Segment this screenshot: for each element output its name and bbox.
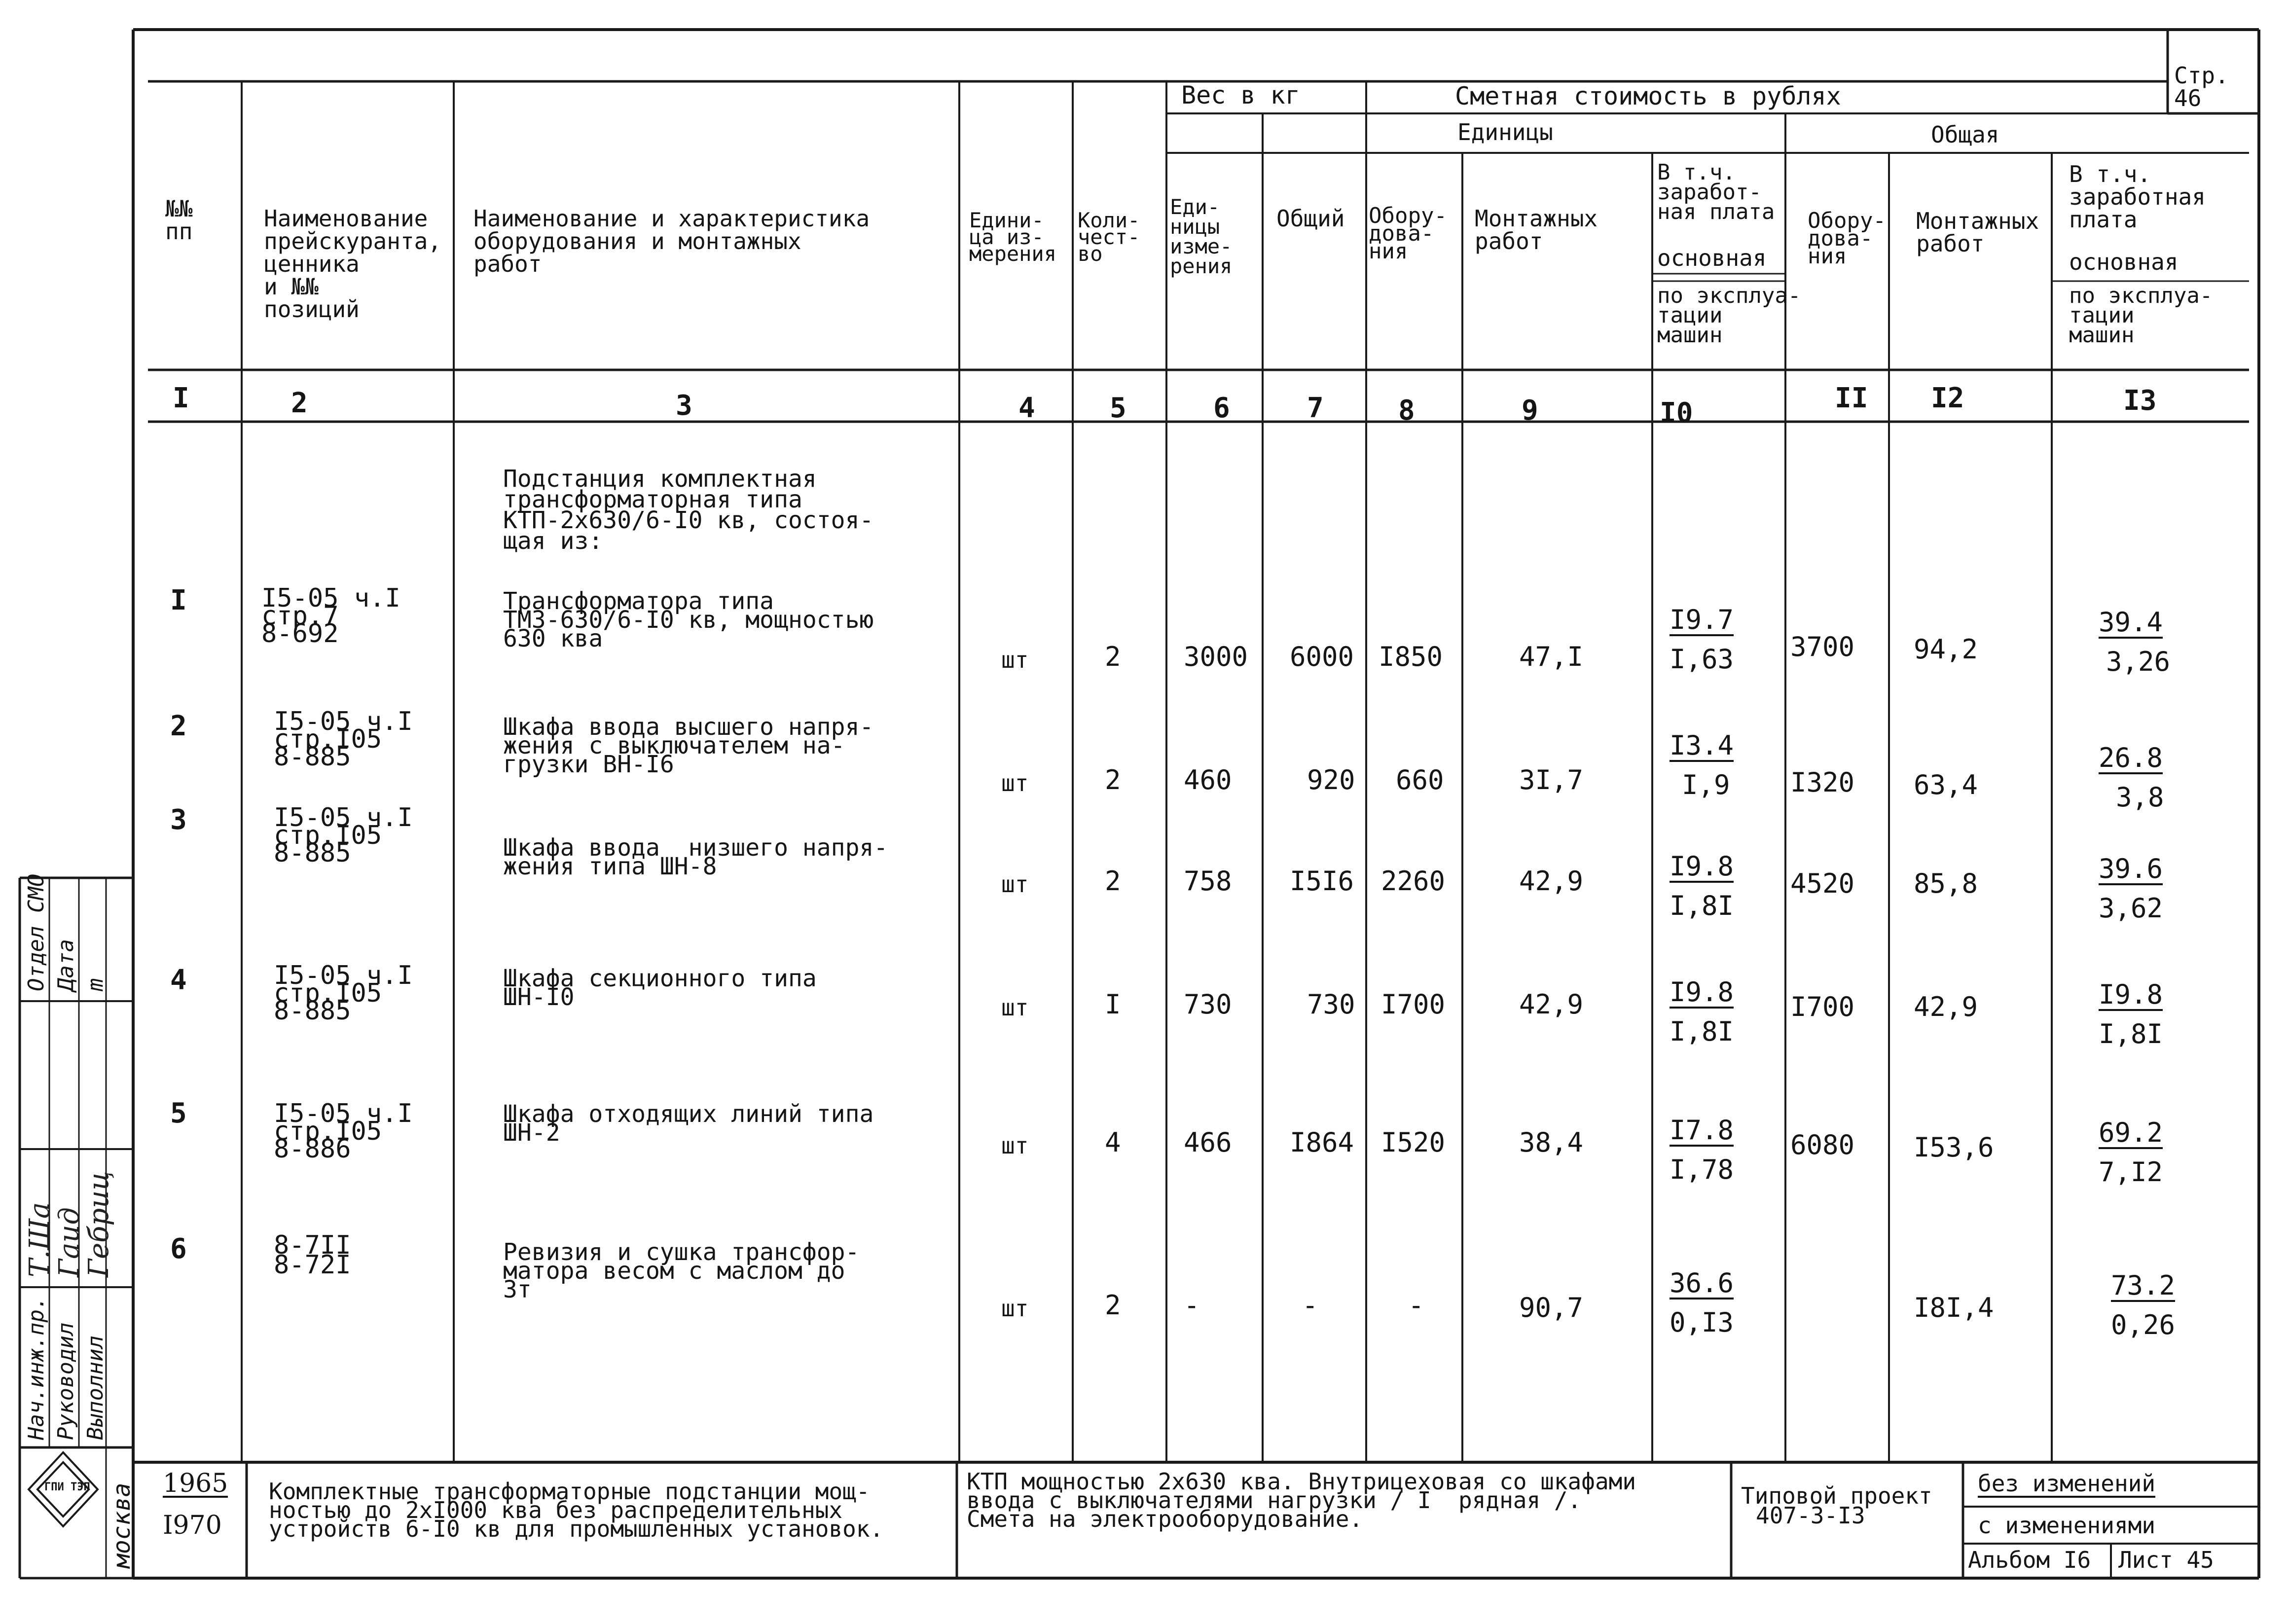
weight-total: I864 — [1290, 1127, 1354, 1158]
colnum-10: I0 — [1660, 397, 1693, 429]
item-name: Шкафа ввода высшего напря- жения с выключателем на- грузки ВН-I6 — [503, 713, 874, 778]
stamp-date: Дата — [53, 939, 78, 991]
wage-basic-total: 26.8 — [2099, 742, 2163, 773]
colnum-11: II — [1835, 382, 1868, 414]
unit: шт — [1001, 1295, 1029, 1322]
wage-basic-total: 39.6 — [2099, 853, 2163, 884]
page-number: 46 — [2174, 85, 2202, 111]
unit: шт — [1001, 1132, 1029, 1159]
weight-total: - — [1302, 1290, 1318, 1321]
header-col11: Обору- дова- ния — [1808, 208, 1886, 269]
row-number: 5 — [170, 1097, 187, 1129]
colnum-8: 8 — [1398, 395, 1415, 427]
header-col12: Монтажных работ — [1916, 208, 2039, 257]
quantity: I — [1105, 989, 1121, 1020]
weight-total: I5I6 — [1290, 866, 1354, 897]
equipment-cost: - — [1408, 1290, 1424, 1321]
wage-machines-total: 7,I2 — [2099, 1156, 2163, 1188]
equipment-total: I700 — [1790, 991, 1855, 1022]
signature-executed: Гебриц — [83, 1171, 115, 1277]
header-col1: №№ пп — [165, 195, 193, 245]
mounting-cost: 47,I — [1519, 641, 1584, 672]
wage-basic: I9.8 — [1670, 976, 1734, 1008]
mounting-cost: 38,4 — [1519, 1127, 1584, 1158]
unit: шт — [1001, 647, 1029, 673]
wage-basic: I7.8 — [1670, 1115, 1734, 1146]
unit: шт — [1001, 994, 1029, 1021]
mounting-total: I53,6 — [1914, 1132, 1994, 1163]
price-ref: 8-7II 8-72I — [274, 1230, 351, 1280]
unit: шт — [1001, 770, 1029, 796]
item-name: Шкафа секционного типа ШН-I0 — [503, 965, 817, 1011]
stamp-m: m — [83, 978, 108, 991]
row-number: 3 — [170, 804, 187, 836]
header-col8: Обору- дова- ния — [1369, 203, 1447, 264]
project-number: 407-3-I3 — [1756, 1502, 1865, 1529]
logo-text: ГПИ ТЭП — [44, 1481, 90, 1493]
wage-basic-total: I9.8 — [2099, 979, 2163, 1010]
wage-basic-total: 69.2 — [2099, 1117, 2163, 1148]
wage-machines: I,78 — [1670, 1154, 1734, 1185]
weight-unit: 3000 — [1184, 641, 1248, 672]
header-col13-bot: по эксплуа- тации машин — [2069, 283, 2213, 348]
with-changes: с изменениями — [1978, 1512, 2156, 1539]
wage-machines: I,63 — [1670, 644, 1734, 675]
weight-total: 6000 — [1290, 641, 1354, 672]
price-ref: I5-05 ч.I стр.I05 8-885 — [274, 961, 413, 1026]
wage-machines: 0,I3 — [1670, 1307, 1734, 1338]
album-number: Альбом I6 — [1968, 1547, 2091, 1573]
signature-chief: Т.Ша — [24, 1202, 56, 1277]
wage-machines-total: 3,8 — [2116, 782, 2164, 813]
weight-unit: - — [1184, 1290, 1200, 1321]
row-number: I — [170, 584, 187, 616]
item-name: Шкафа отходящих линий типа ШН-2 — [503, 1100, 874, 1147]
weight-unit: 466 — [1184, 1127, 1232, 1158]
price-ref: I5-05 ч.I стр.I05 8-885 — [274, 803, 413, 868]
colnum-7: 7 — [1307, 392, 1324, 424]
total-group-header: Общая — [1931, 121, 1999, 148]
equipment-total: 6080 — [1790, 1129, 1855, 1160]
stamp-chief: Нач.инж.пр. — [24, 1296, 49, 1440]
equipment-cost: I700 — [1381, 989, 1446, 1020]
row-number: 2 — [170, 710, 187, 742]
header-col4: Едини- ца из- мерения — [969, 208, 1057, 266]
wage-basic-total: 39.4 — [2099, 607, 2163, 638]
header-col10-mid: основная — [1657, 245, 1767, 271]
mounting-total: 63,4 — [1914, 769, 1978, 800]
mounting-total: 94,2 — [1914, 634, 1978, 665]
footer-title: Комплектные трансформаторные подстанции мощ- ностью до 2хI000 ква без распределительных устройств 6-I0 кв для промышленных установок. — [269, 1478, 884, 1542]
header-col3: Наименование и характеристика оборудования и монтажных работ — [473, 205, 870, 277]
weight-total: 730 — [1307, 989, 1355, 1020]
colnum-5: 5 — [1110, 392, 1126, 424]
weight-unit: 758 — [1184, 866, 1232, 897]
unit-group-header: Единицы — [1457, 119, 1553, 145]
header-col10-top: В т.ч. заработ- ная плата — [1657, 160, 1775, 224]
mounting-cost: 42,9 — [1519, 866, 1584, 897]
intro-text: Подстанция комплектная трансформаторная типа КТП-2х630/6-I0 кв, состоя- щая из: — [503, 465, 874, 555]
weight-unit: 730 — [1184, 989, 1232, 1020]
wage-basic: I9.8 — [1670, 851, 1734, 882]
years-top: 1965 — [163, 1469, 228, 1498]
wage-machines-total: 3,26 — [2106, 646, 2171, 677]
equipment-cost: 2260 — [1381, 866, 1446, 897]
wage-machines: I,9 — [1682, 769, 1730, 800]
colnum-2: 2 — [291, 387, 308, 419]
page-label: Стр. — [2174, 62, 2229, 89]
project-label: Типовой проект — [1741, 1482, 1932, 1509]
colnum-9: 9 — [1522, 395, 1538, 427]
wage-machines-total: 3,62 — [2099, 893, 2163, 924]
price-ref: I5-05 ч.I стр.I05 8-886 — [274, 1099, 413, 1164]
header-col5: Коли- чест- во — [1078, 208, 1140, 266]
colnum-4: 4 — [1018, 392, 1035, 424]
wage-machines-total: I,8I — [2099, 1018, 2163, 1049]
mounting-total: 85,8 — [1914, 868, 1978, 899]
quantity: 2 — [1105, 866, 1121, 897]
weight-total: 920 — [1307, 764, 1355, 795]
mounting-total: 42,9 — [1914, 991, 1978, 1022]
quantity: 2 — [1105, 764, 1121, 795]
stamp-head: Руководил — [53, 1322, 78, 1440]
sheet-number: Лист 45 — [2118, 1547, 2214, 1573]
stamp-executed: Выполнил — [83, 1335, 108, 1440]
wage-basic: I9.7 — [1670, 604, 1734, 635]
header-col13-top: В т.ч. заработная плата — [2069, 161, 2206, 233]
cost-group-header: Сметная стоимость в рублях — [1455, 82, 1841, 110]
equipment-cost: 660 — [1396, 764, 1444, 795]
mounting-total: I8I,4 — [1914, 1292, 1994, 1323]
colnum-1: I — [173, 382, 189, 414]
signature-head: Гаид — [53, 1207, 85, 1277]
wage-machines: I,8I — [1670, 890, 1734, 921]
equipment-cost: I850 — [1379, 641, 1443, 672]
mounting-cost: 90,7 — [1519, 1292, 1584, 1323]
weight-unit: 460 — [1184, 764, 1232, 795]
row-number: 6 — [170, 1233, 187, 1265]
footer-description: КТП мощностью 2х630 ква. Внутрицеховая со шкафами ввода с выключателями нагрузки / I рядная /. Смета на электрооборудование. — [967, 1468, 1636, 1532]
wage-basic: I3.4 — [1670, 730, 1734, 761]
item-name: Ревизия и сушка трансфор- матора весом с маслом до 3т — [503, 1238, 860, 1303]
stamp-city: москва — [108, 1482, 136, 1568]
equipment-total: 4520 — [1790, 868, 1855, 899]
no-changes: без изменений — [1978, 1470, 2156, 1497]
colnum-12: I2 — [1931, 382, 1964, 414]
header-col7: Общий — [1276, 205, 1345, 232]
item-name: Шкафа ввода низшего напря- жения типа ШН-8 — [503, 834, 888, 880]
equipment-total: I320 — [1790, 767, 1855, 798]
wage-basic-total: 73.2 — [2111, 1270, 2176, 1301]
header-col9: Монтажных работ — [1475, 205, 1598, 254]
colnum-13: I3 — [2123, 385, 2157, 417]
header-col13-mid: основная — [2069, 249, 2179, 275]
quantity: 2 — [1105, 641, 1121, 672]
price-ref: I5-05 ч.I стр.7 8-692 — [261, 583, 400, 649]
years-bottom: I970 — [163, 1511, 222, 1540]
weight-group-header: Вес в кг — [1181, 81, 1300, 109]
quantity: 2 — [1105, 1290, 1121, 1321]
quantity: 4 — [1105, 1127, 1121, 1158]
price-ref: I5-05 ч.I стр.I05 8-885 — [274, 707, 413, 772]
equipment-cost: I520 — [1381, 1127, 1446, 1158]
header-col2: Наименование прейскуранта, ценника и №№ позиций — [264, 205, 442, 323]
item-name: Трансформатора типа ТМЗ-630/6-I0 кв, мощностью 630 ква — [503, 587, 874, 652]
header-col6: Еди- ницы изме- рения — [1170, 195, 1233, 278]
mounting-cost: 3I,7 — [1519, 764, 1584, 795]
stamp-dept: Отдел СМО — [24, 873, 49, 991]
colnum-3: 3 — [676, 390, 692, 422]
wage-machines-total: 0,26 — [2111, 1309, 2176, 1340]
wage-machines: I,8I — [1670, 1016, 1734, 1047]
row-number: 4 — [170, 964, 187, 996]
header-col10-bot: по эксплуа- тации машин — [1657, 283, 1801, 348]
colnum-6: 6 — [1213, 392, 1230, 424]
mounting-cost: 42,9 — [1519, 989, 1584, 1020]
wage-basic: 36.6 — [1670, 1267, 1734, 1299]
equipment-total: 3700 — [1790, 631, 1855, 662]
unit: шт — [1001, 871, 1029, 898]
